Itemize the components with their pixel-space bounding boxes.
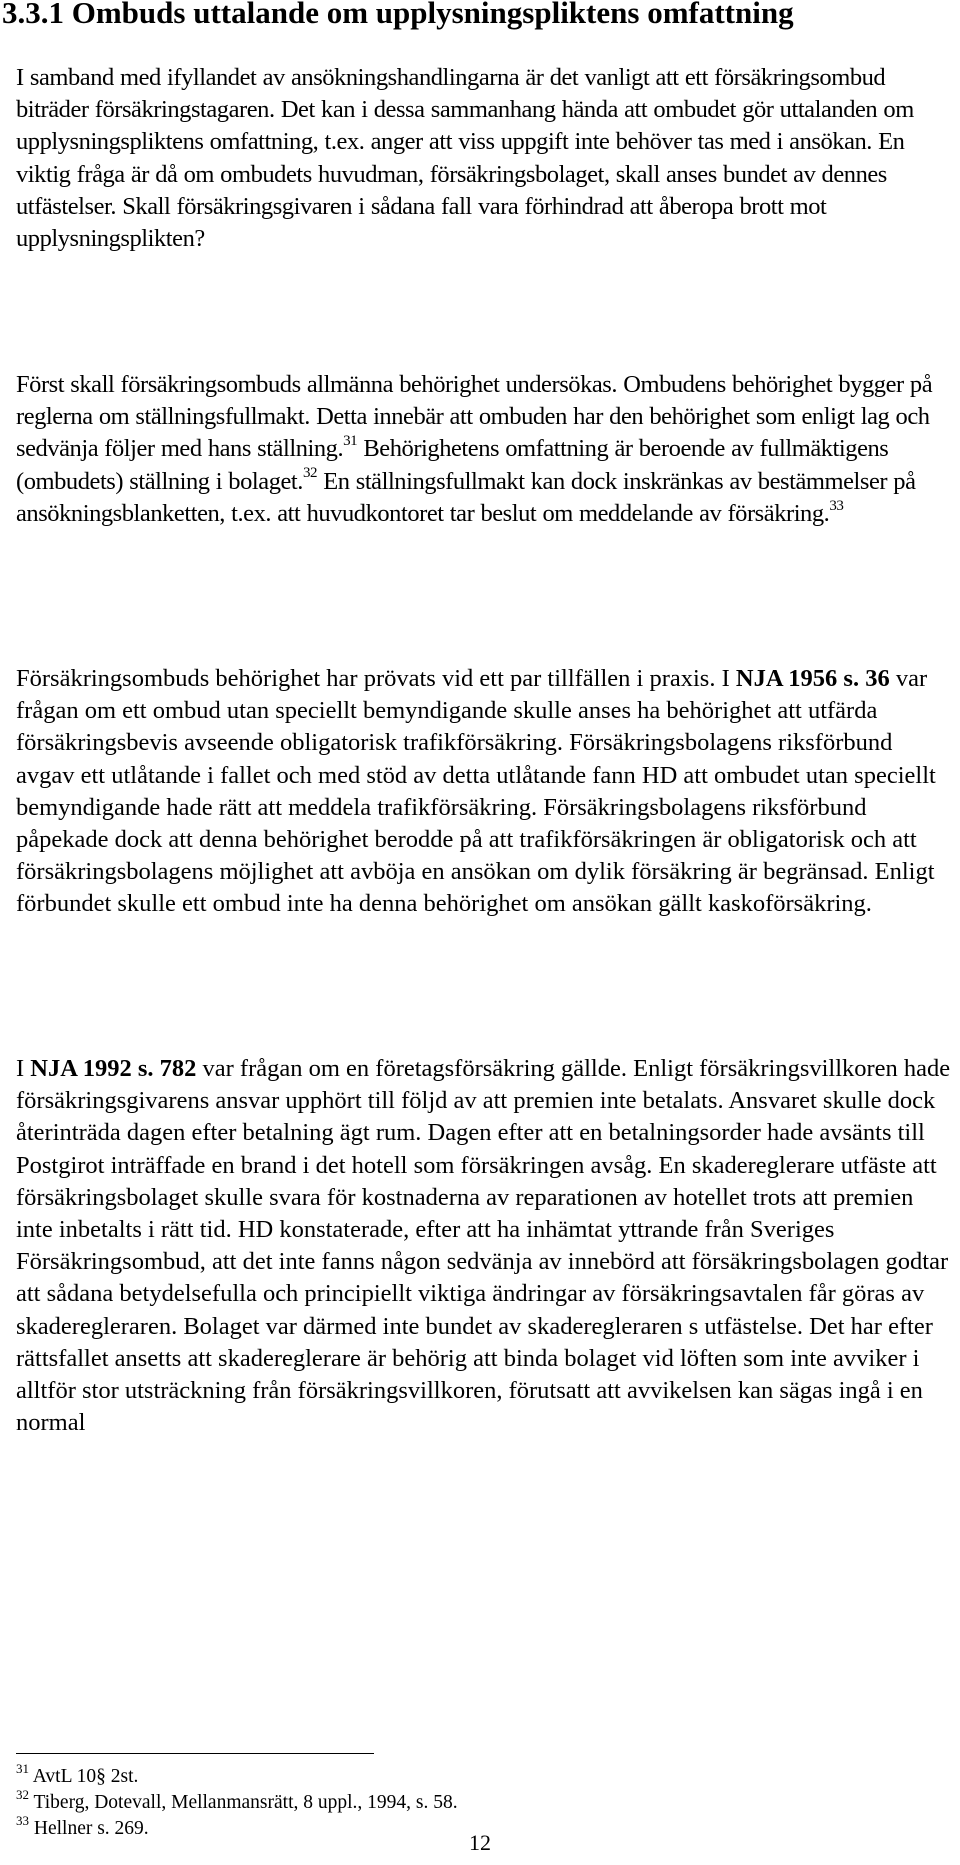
footnote-ref-31: 31 — [343, 433, 358, 450]
paragraph-3-text-c: var frågan om ett ombud utan speciellt bemyndigande skulle anses ha behörighet att utfärda försäkringsbevis avseende obligatorisk trafikförsäkring. Försäkringsbolagens riksförbund avgav ett utlåtande i fallet och med stöd av detta utlåtande fann HD att ombudet utan speciellt bemyndigande hade rätt att meddela trafikförsäkring. Försäkringsbolagens riksförbund påpekade dock att denna behörighet berodde på att trafikförsäkringen är obligatorisk och att försäkringsbolagens möjlighet att avböja en ansökan om dylik försäkring är begränsad. Enligt förbundet skulle ett ombud inte ha denna behörighet om ansökan gällt kaskoförsäkring. — [16, 665, 936, 918]
footnote-number: 32 — [16, 1786, 29, 1802]
footnote-text: Tiberg, Dotevall, Mellanmansrätt, 8 uppl., 1994, s. 58. — [29, 1792, 458, 1813]
case-page-36: 36 — [865, 665, 890, 692]
case-reference-nja-1956: NJA 1956 s. — [735, 665, 860, 692]
footnote-32 — [16, 1786, 458, 1816]
footnote-31 — [16, 1760, 458, 1790]
case-page-782: 782 — [159, 1055, 197, 1082]
page-number: 12 — [469, 1830, 491, 1855]
case-reference-nja-1992: NJA 1992 s. — [30, 1055, 154, 1082]
paragraph-4-text-a: I — [16, 1055, 31, 1082]
footnote-divider — [16, 1753, 374, 1754]
paragraph-3 — [16, 663, 951, 921]
paragraph-2-text-a: Först skall försäkringsombuds allmänna behörighet undersökas. Ombudens behörighet bygger på reglerna om ställningsfullmakt. Detta innebär att ombuden har den behörighet som enligt lag och sedvänja följer med hans ställning. — [16, 371, 933, 463]
paragraph-2-text-b: Behörighetens omfattning är beroende av fullmäktigens (ombudets) ställning i bolaget. — [16, 435, 889, 495]
paragraph-4-text-c: var frågan om en företagsförsäkring gällde. Enligt försäkringsvillkoren hade försäkringsgivarens ansvar upphört till följd av att premien inte betalats. Ansvaret skulle dock återinträda dagen efter betalning ägt rum. Dagen efter att en betalningsorder hade avsänts till Postgirot inträffade en brand i det hotell som försäkringen avsåg. En skadereglerare utfäste att försäkringsbolaget skulle svara för kostnaderna av reparationen av hotellet trots att premien inte inbetalts i rätt tid. HD konstaterade, efter att ha inhämtat yttrande från Sveriges Försäkringsombud, att det inte fanns någon sedvänja av innebörd att försäkringsbolagen godtar att sådana betydelsefulla och principiellt viktiga ändringar av försäkringsavtalen får göras av skaderegleraren. Bolaget var därmed inte bundet av skaderegleraren s utfästelse. Det har efter rättsfallet ansetts att skadereglerare är behörig att binda bolaget vid löften som inte avviker i alltför stor utsträckning från försäkringsvillkoren, förutsatt att avvikelsen kan sägas ingå i en normal — [16, 1055, 951, 1437]
paragraph-4 — [16, 1053, 951, 1439]
footnote-text: AvtL 10§ 2st. — [29, 1766, 139, 1787]
footnote-number: 31 — [16, 1760, 29, 1776]
paragraph-2 — [16, 369, 951, 530]
paragraph-1: I samband med ifyllandet av ansökningshandlingarna är det vanligt att ett försäkringsombud biträder försäkringstagaren. Det kan i dessa sammanhang hända att ombudet gör uttalanden om upplysningspliktens omfattning, t.ex. anger att viss uppgift inte behöver tas med i ansökan. En viktig fråga är då om ombudets huvudman, försäkringsbolaget, skall anses bundet av dennes utfästelser. Skall försäkringsgivaren i sådana fall vara förhindrad att åberopa brott mot upplysningsplikten? — [16, 64, 914, 253]
paragraph-3-text-a: Försäkringsombuds behörighet har prövats vid ett par tillfällen i praxis. I — [16, 665, 736, 692]
footnote-text: Hellner s. 269. — [29, 1818, 149, 1839]
footnote-ref-33: 33 — [829, 497, 844, 514]
paragraph-2-text-c: En ställningsfullmakt kan dock inskränkas av bestämmelser på ansökningsblanketten, t.ex. att huvudkontoret tar beslut om meddelande av försäkring. — [16, 467, 916, 527]
section-heading: 3.3.1 Ombuds uttalande om upplysningspliktens omfattning — [2, 0, 794, 30]
footnote-ref-32: 32 — [302, 465, 318, 482]
footnote-number: 33 — [16, 1812, 29, 1828]
